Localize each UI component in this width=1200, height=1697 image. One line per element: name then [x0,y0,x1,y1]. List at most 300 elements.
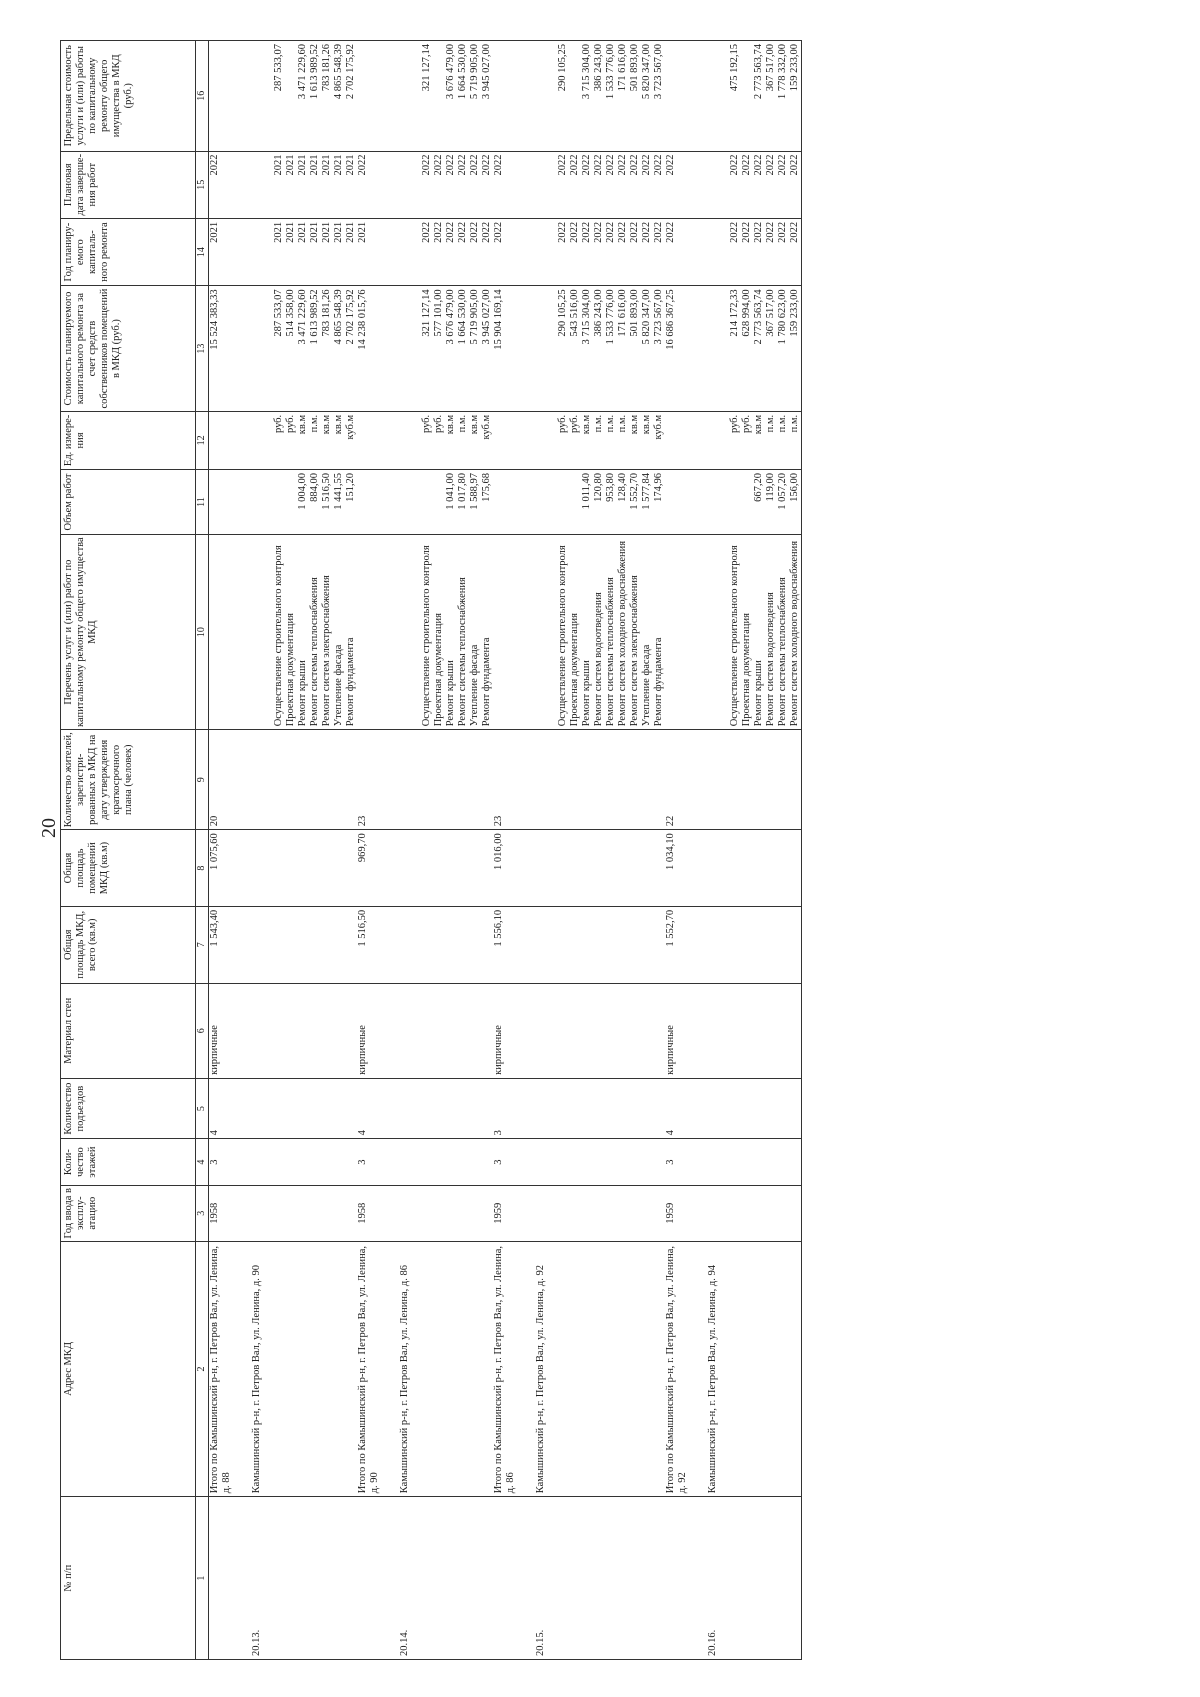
floors-cell [641,1139,653,1185]
plan-year-cell: 2022 [765,218,777,285]
work-row [321,41,333,1660]
limit-cost-cell: 5 820 347,00 [641,41,653,152]
work-volume-cell [729,469,741,534]
limit-cost-cell [399,41,421,152]
rooms-area-cell [753,830,765,907]
residents-cell [653,730,665,830]
total-area-cell [433,906,445,983]
plan-year-cell [535,218,557,285]
planned-cost-cell: 3 715 304,00 [581,286,593,412]
work-type-cell: Ремонт систем водоотведения [593,535,605,730]
rooms-area-cell [535,830,557,907]
unit-cell: п.м. [605,411,617,469]
column-header-14: Год планиру-емого капиталь-ного ремонта [61,218,196,285]
wall-material-cell [481,983,493,1078]
work-row [445,41,457,1660]
year-built-cell [629,1185,641,1241]
work-row [653,41,665,1660]
total-area-cell [729,906,741,983]
unit-cell: руб. [729,411,741,469]
rooms-area-cell [569,830,581,907]
end-date-cell: 2022 [641,151,653,218]
work-type-cell: Утепление фасада [641,535,653,730]
residents-cell [433,730,445,830]
wall-material-cell [777,983,789,1078]
planned-cost-cell: 290 105,25 [557,286,569,412]
work-row [569,41,581,1660]
entrances-cell [765,1078,777,1138]
residents-cell [729,730,741,830]
address-cell: Камышинский р-н, г. Петров Вал, ул. Ленина, д. 90 [251,1241,273,1497]
residents-cell [421,730,433,830]
floors-cell [765,1139,777,1185]
year-built-cell [535,1185,557,1241]
end-date-cell: 2022 [457,151,469,218]
row-number [765,1497,777,1660]
row-number [777,1497,789,1660]
row-number [569,1497,581,1660]
rooms-area-cell [333,830,345,907]
work-type-cell: Осуществление строительного контроля [273,535,285,730]
entrances-cell [321,1078,333,1138]
plan-year-cell: 2022 [557,218,569,285]
work-row [641,41,653,1660]
row-number [481,1497,493,1660]
entrances-cell [433,1078,445,1138]
limit-cost-cell: 783 181,26 [321,41,333,152]
row-number [433,1497,445,1660]
year-built-cell [321,1185,333,1241]
work-type-cell: Проектная документация [569,535,581,730]
year-built-cell [469,1185,481,1241]
work-type-cell: Осуществление строительного контроля [421,535,433,730]
year-built-cell [653,1185,665,1241]
floors-cell [309,1139,321,1185]
work-row [433,41,445,1660]
work-row [345,41,357,1660]
work-row [789,41,802,1660]
entrances-cell: 4 [357,1078,399,1138]
unit-cell: куб.м [481,411,493,469]
plan-year-cell: 2022 [753,218,765,285]
year-built-cell [753,1185,765,1241]
work-type-cell: Ремонт крыши [297,535,309,730]
wall-material-cell [251,983,273,1078]
total-row [209,41,251,1660]
row-number [333,1497,345,1660]
rooms-area-cell [399,830,421,907]
column-number-9: 9 [196,730,209,830]
year-built-cell [399,1185,421,1241]
planned-cost-cell: 543 516,00 [569,286,581,412]
entrances-cell [777,1078,789,1138]
row-number [605,1497,617,1660]
page-number: 20 [38,818,60,838]
work-row [273,41,285,1660]
residents-cell [765,730,777,830]
planned-cost-cell: 1 613 989,52 [309,286,321,412]
column-number-2: 2 [196,1241,209,1497]
wall-material-cell [593,983,605,1078]
total-area-cell [765,906,777,983]
wall-material-cell [333,983,345,1078]
plan-year-cell: 2022 [493,218,535,285]
planned-cost-cell [535,286,557,412]
plan-year-cell: 2021 [333,218,345,285]
work-row [729,41,741,1660]
limit-cost-cell [433,41,445,152]
house-row [251,41,273,1660]
entrances-cell [741,1078,753,1138]
end-date-cell: 2022 [569,151,581,218]
wall-material-cell [629,983,641,1078]
work-volume-cell: 1 017,80 [457,469,469,534]
row-number [729,1497,741,1660]
wall-material-cell [605,983,617,1078]
wall-material-cell [741,983,753,1078]
year-built-cell: 1958 [209,1185,251,1241]
row-number [285,1497,297,1660]
plan-year-cell: 2022 [605,218,617,285]
row-number [741,1497,753,1660]
rooms-area-cell [421,830,433,907]
end-date-cell [707,151,729,218]
rooms-area-cell [593,830,605,907]
year-built-cell [445,1185,457,1241]
planned-cost-cell [399,286,421,412]
plan-year-cell: 2021 [209,218,251,285]
unit-cell: кв.м [297,411,309,469]
work-volume-cell [273,469,285,534]
residents-cell [345,730,357,830]
floors-cell [285,1139,297,1185]
end-date-cell: 2022 [581,151,593,218]
limit-cost-cell: 367 517,00 [765,41,777,152]
floors-cell [777,1139,789,1185]
limit-cost-cell: 501 893,00 [629,41,641,152]
planned-cost-cell: 1 664 530,00 [457,286,469,412]
unit-cell: п.м. [765,411,777,469]
floors-cell [535,1139,557,1185]
address-cell [445,1241,457,1497]
total-area-cell: 1 516,50 [357,906,399,983]
limit-cost-cell: 4 865 548,39 [333,41,345,152]
column-header-2: Адрес МКД [61,1241,196,1497]
rooms-area-cell [345,830,357,907]
row-number [629,1497,641,1660]
total-area-cell [297,906,309,983]
work-row [481,41,493,1660]
work-type-cell [209,535,251,730]
address-cell [333,1241,345,1497]
rooms-area-cell [617,830,629,907]
total-area-cell [581,906,593,983]
entrances-cell [789,1078,802,1138]
unit-cell: кв.м [581,411,593,469]
residents-cell [535,730,557,830]
rooms-area-cell [653,830,665,907]
unit-cell: куб.м [653,411,665,469]
total-area-cell [273,906,285,983]
end-date-cell: 2022 [617,151,629,218]
year-built-cell [285,1185,297,1241]
work-row [581,41,593,1660]
plan-year-cell: 2022 [789,218,802,285]
residents-cell: 22 [665,730,707,830]
total-area-cell [309,906,321,983]
work-volume-cell [569,469,581,534]
end-date-cell: 2021 [285,151,297,218]
plan-year-cell: 2022 [729,218,741,285]
floors-cell [729,1139,741,1185]
rooms-area-cell [581,830,593,907]
floors-cell [581,1139,593,1185]
row-number [557,1497,569,1660]
residents-cell [457,730,469,830]
address-cell: Итого по Камышинский р-н, г. Петров Вал, ул. Ленина, д. 92 [665,1241,707,1497]
year-built-cell [297,1185,309,1241]
address-cell [753,1241,765,1497]
unit-cell: п.м. [617,411,629,469]
limit-cost-cell [357,41,399,152]
work-type-cell [493,535,535,730]
row-number [789,1497,802,1660]
residents-cell [297,730,309,830]
limit-cost-cell: 3 676 479,00 [445,41,457,152]
total-area-cell [617,906,629,983]
residents-cell [641,730,653,830]
residents-cell [399,730,421,830]
end-date-cell: 2022 [357,151,399,218]
address-cell [605,1241,617,1497]
planned-cost-cell: 3 676 479,00 [445,286,457,412]
address-cell [641,1241,653,1497]
unit-cell: п.м. [457,411,469,469]
row-number [665,1497,707,1660]
end-date-cell: 2022 [481,151,493,218]
unit-cell: руб. [557,411,569,469]
plan-year-cell [707,218,729,285]
entrances-cell: 3 [493,1078,535,1138]
limit-cost-cell: 1 533 776,00 [605,41,617,152]
work-volume-cell: 175,68 [481,469,493,534]
unit-cell: п.м. [309,411,321,469]
column-number-3: 3 [196,1185,209,1241]
rooms-area-cell [273,830,285,907]
address-cell [285,1241,297,1497]
wall-material-cell [457,983,469,1078]
work-row [777,41,789,1660]
rooms-area-cell [457,830,469,907]
work-volume-cell: 1 516,50 [321,469,333,534]
end-date-cell: 2022 [741,151,753,218]
address-cell: Итого по Камышинский р-н, г. Петров Вал, ул. Ленина, д. 88 [209,1241,251,1497]
house-row [399,41,421,1660]
wall-material-cell [765,983,777,1078]
end-date-cell: 2022 [665,151,707,218]
residents-cell [605,730,617,830]
work-row [309,41,321,1660]
planned-cost-cell: 501 893,00 [629,286,641,412]
wall-material-cell: кирпичные [357,983,399,1078]
planned-cost-cell: 2 702 175,92 [345,286,357,412]
end-date-cell [251,151,273,218]
entrances-cell [581,1078,593,1138]
work-volume-cell [557,469,569,534]
residents-cell [273,730,285,830]
floors-cell [593,1139,605,1185]
end-date-cell: 2022 [445,151,457,218]
rooms-area-cell [445,830,457,907]
wall-material-cell [285,983,297,1078]
planned-cost-cell: 171 616,00 [617,286,629,412]
year-built-cell [309,1185,321,1241]
total-area-cell [399,906,421,983]
total-area-cell [653,906,665,983]
limit-cost-cell: 2 773 563,74 [753,41,765,152]
work-type-cell: Осуществление строительного контроля [729,535,741,730]
work-type-cell [665,535,707,730]
column-number-8: 8 [196,830,209,907]
column-number-7: 7 [196,906,209,983]
address-cell [741,1241,753,1497]
repair-plan-table [60,40,802,1660]
work-volume-cell: 120,80 [593,469,605,534]
plan-year-cell: 2022 [617,218,629,285]
unit-cell: руб. [421,411,433,469]
unit-cell: руб. [285,411,297,469]
address-cell [765,1241,777,1497]
work-volume-cell [535,469,557,534]
address-cell [557,1241,569,1497]
planned-cost-cell: 1 780 623,00 [777,286,789,412]
work-volume-cell: 953,80 [605,469,617,534]
end-date-cell: 2022 [421,151,433,218]
total-area-cell [789,906,802,983]
year-built-cell [333,1185,345,1241]
year-built-cell [433,1185,445,1241]
plan-year-cell: 2022 [569,218,581,285]
work-type-cell: Ремонт крыши [445,535,457,730]
total-area-cell [469,906,481,983]
unit-cell: кв.м [333,411,345,469]
rooms-area-cell [321,830,333,907]
wall-material-cell [707,983,729,1078]
plan-year-cell: 2022 [641,218,653,285]
unit-cell: п.м. [789,411,802,469]
residents-cell [741,730,753,830]
work-volume-cell: 174,96 [653,469,665,534]
plan-year-cell: 2021 [321,218,333,285]
unit-cell [493,411,535,469]
entrances-cell [457,1078,469,1138]
year-built-cell [741,1185,753,1241]
work-volume-cell [209,469,251,534]
entrances-cell [729,1078,741,1138]
residents-cell: 23 [493,730,535,830]
work-type-cell: Осуществление строительного контроля [557,535,569,730]
address-cell [617,1241,629,1497]
column-number-6: 6 [196,983,209,1078]
column-header-8: Общая площадь помещений МКД (кв.м) [61,830,196,907]
planned-cost-cell [251,286,273,412]
entrances-cell [445,1078,457,1138]
planned-cost-cell: 514 358,00 [285,286,297,412]
plan-year-cell: 2022 [481,218,493,285]
unit-cell: кв.м [445,411,457,469]
limit-cost-cell [535,41,557,152]
limit-cost-cell [569,41,581,152]
unit-cell [535,411,557,469]
row-number: 20.14. [399,1497,421,1660]
end-date-cell: 2022 [209,151,251,218]
entrances-cell [251,1078,273,1138]
unit-cell: руб. [433,411,445,469]
planned-cost-cell: 16 686 367,25 [665,286,707,412]
year-built-cell [777,1185,789,1241]
total-area-cell [535,906,557,983]
row-number [445,1497,457,1660]
rotated-page [60,40,1100,1660]
floors-cell [569,1139,581,1185]
row-number: 20.16. [707,1497,729,1660]
work-type-cell: Ремонт системы теплоснабжения [605,535,617,730]
column-number-row [196,41,209,1660]
entrances-cell [469,1078,481,1138]
work-type-cell: Проектная документация [433,535,445,730]
year-built-cell [729,1185,741,1241]
planned-cost-cell: 783 181,26 [321,286,333,412]
entrances-cell [481,1078,493,1138]
planned-cost-cell: 287 533,07 [273,286,285,412]
rooms-area-cell: 1 016,00 [493,830,535,907]
plan-year-cell: 2021 [309,218,321,285]
work-volume-cell [421,469,433,534]
plan-year-cell: 2021 [345,218,357,285]
address-cell [433,1241,445,1497]
unit-cell: кв.м [753,411,765,469]
plan-year-cell: 2022 [653,218,665,285]
work-volume-cell [357,469,399,534]
residents-cell [285,730,297,830]
work-type-cell: Проектная документация [741,535,753,730]
address-cell [421,1241,433,1497]
residents-cell [445,730,457,830]
planned-cost-cell: 14 238 015,76 [357,286,399,412]
residents-cell [309,730,321,830]
end-date-cell: 2021 [309,151,321,218]
floors-cell: 3 [665,1139,707,1185]
total-area-cell: 1 543,40 [209,906,251,983]
limit-cost-cell [741,41,753,152]
floors-cell [297,1139,309,1185]
work-row [297,41,309,1660]
work-type-cell [251,535,273,730]
work-type-cell: Ремонт систем холодного водоснабжения [617,535,629,730]
plan-year-cell: 2022 [581,218,593,285]
work-volume-cell [399,469,421,534]
floors-cell [753,1139,765,1185]
floors-cell [741,1139,753,1185]
limit-cost-cell: 3 471 229,60 [297,41,309,152]
plan-year-cell: 2022 [433,218,445,285]
work-type-cell: Ремонт систем электроснабжения [321,535,333,730]
unit-cell: п.м. [777,411,789,469]
house-row [707,41,729,1660]
work-volume-cell [493,469,535,534]
row-number: 20.15. [535,1497,557,1660]
column-number-5: 5 [196,1078,209,1138]
